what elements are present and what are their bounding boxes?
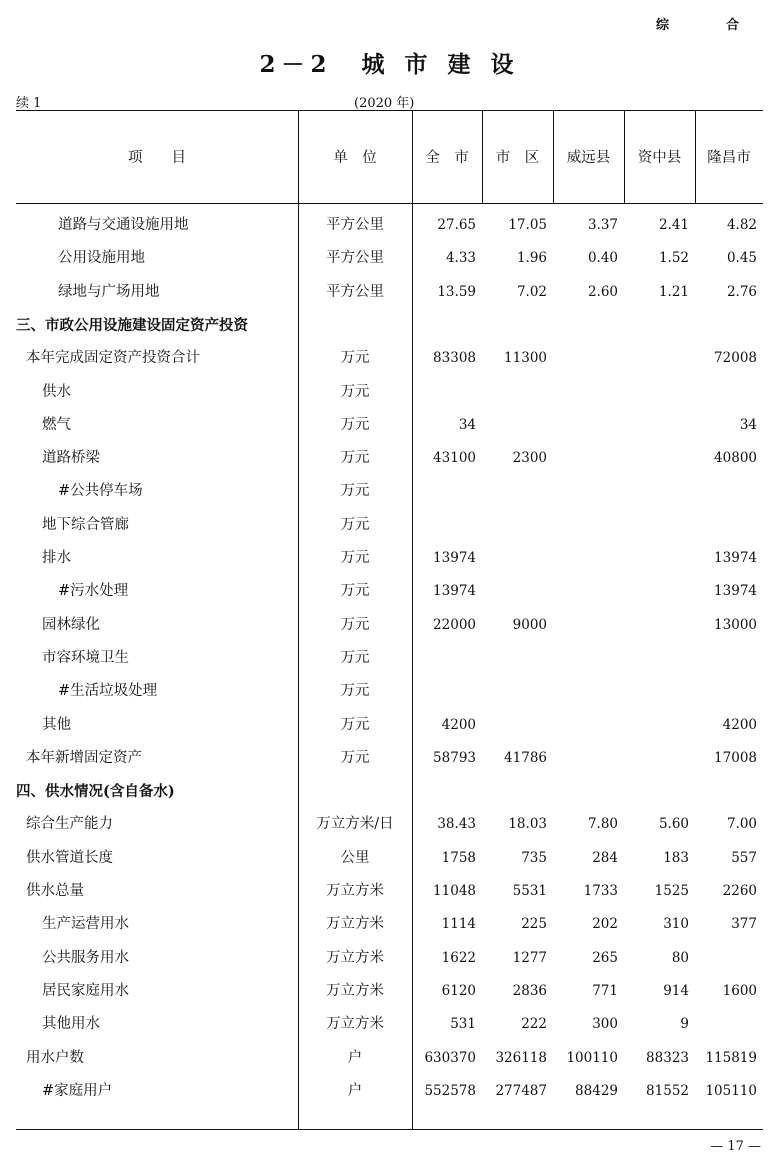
table-row: [16, 609, 763, 642]
value-cell: [483, 642, 547, 675]
value-cell: 58793: [433, 749, 476, 766]
value-cell: 17.05: [508, 217, 547, 233]
row-unit: 万元: [340, 649, 370, 666]
value-cell: [483, 542, 547, 575]
value-cell: 22000: [433, 616, 476, 633]
table-row: [16, 942, 763, 975]
header-col-longchang: 隆昌市: [707, 150, 751, 166]
value-cell: [625, 376, 689, 409]
value-cell: 300: [592, 1016, 618, 1033]
value-cell: 0.45: [726, 250, 757, 267]
value-cell: 18.03: [508, 816, 547, 833]
value-cell: 4.82: [726, 217, 757, 233]
value-cell: [696, 509, 757, 542]
value-cell: 13974: [714, 550, 757, 566]
value-cell: [625, 709, 689, 742]
value-cell: 88429: [575, 1082, 618, 1099]
row-unit: 万元: [340, 716, 370, 733]
row-unit: 万元: [340, 550, 370, 566]
value-cell: 531: [450, 1016, 476, 1033]
row-unit: 万立方米: [326, 916, 384, 933]
value-cell: 34: [739, 416, 757, 433]
value-cell: [483, 376, 547, 409]
value-cell: [696, 642, 757, 675]
value-cell: 222: [521, 1016, 547, 1033]
value-cell: 4200: [441, 716, 476, 733]
table-row: [16, 409, 763, 442]
value-cell: 34: [458, 416, 476, 433]
value-cell: 11300: [504, 350, 547, 367]
value-cell: [554, 442, 618, 475]
table-row: [16, 742, 763, 775]
value-cell: [625, 542, 689, 575]
row-unit: 万立方米/日: [316, 816, 394, 833]
value-cell: [483, 475, 547, 508]
value-cell: 557: [731, 849, 757, 866]
value-cell: [483, 575, 547, 608]
row-label: 道路桥梁: [42, 450, 100, 467]
row-unit: 万元: [340, 416, 370, 433]
value-cell: 72008: [714, 350, 757, 367]
value-cell: 3.37: [587, 217, 618, 233]
header-col-whole-city: 全 市: [425, 150, 469, 166]
table-bottom-rule: [16, 1129, 763, 1130]
row-label: 其他用水: [42, 1016, 100, 1033]
table-row: [16, 875, 763, 908]
value-cell: 13000: [714, 616, 757, 633]
table-row: [16, 442, 763, 475]
row-unit: [298, 309, 412, 342]
value-cell: 13974: [433, 550, 476, 566]
value-cell: 1114: [441, 916, 476, 933]
value-cell: 41786: [504, 749, 547, 766]
value-cell: 5.60: [658, 816, 689, 833]
value-cell: [483, 675, 547, 708]
row-label: 本年新增固定资产: [26, 749, 142, 766]
table-row: [16, 808, 763, 841]
value-cell: 115819: [705, 1049, 757, 1066]
value-cell: [696, 376, 757, 409]
value-cell: 1.96: [516, 250, 547, 267]
value-cell: [554, 509, 618, 542]
value-cell: 5531: [512, 883, 547, 899]
value-cell: 4200: [722, 716, 757, 733]
table-row: [16, 575, 763, 608]
value-cell: [483, 309, 547, 342]
row-unit: 公里: [340, 849, 370, 866]
row-unit: 万立方米: [326, 949, 384, 966]
table-row: [16, 675, 763, 708]
value-cell: [483, 709, 547, 742]
row-unit: 平方公里: [326, 283, 384, 300]
table-row: [16, 376, 763, 409]
row-unit: 万元: [340, 516, 370, 533]
header-col-zizhong: 资中县: [637, 150, 682, 166]
row-unit: 万立方米: [326, 1016, 384, 1033]
value-cell: [625, 409, 689, 442]
row-label: 道路与交通设施用地: [58, 217, 189, 233]
value-cell: 2.76: [726, 283, 757, 300]
value-cell: 105110: [705, 1082, 757, 1099]
row-label: 用水户数: [26, 1049, 84, 1066]
row-label: 本年完成固定资产投资合计: [26, 350, 200, 367]
value-cell: [554, 742, 618, 775]
value-cell: 771: [592, 982, 618, 999]
table-row: [16, 1075, 763, 1108]
row-unit: 万元: [340, 350, 370, 367]
value-cell: [554, 376, 618, 409]
value-cell: [554, 775, 618, 808]
value-cell: 9000: [512, 616, 547, 633]
value-cell: [412, 642, 476, 675]
value-cell: 0.40: [587, 250, 618, 267]
value-cell: 2300: [512, 450, 547, 467]
value-cell: 40800: [714, 450, 757, 467]
value-cell: [554, 709, 618, 742]
row-unit: 万元: [340, 683, 370, 700]
header-col-weiyuan: 威远县: [566, 150, 611, 166]
value-cell: [625, 609, 689, 642]
value-cell: 310: [663, 916, 689, 933]
row-unit: 万立方米: [326, 982, 384, 999]
row-label: 绿地与广场用地: [58, 283, 160, 300]
value-cell: [625, 575, 689, 608]
value-cell: [412, 309, 476, 342]
value-cell: 27.65: [437, 217, 476, 233]
row-unit: 万元: [340, 383, 370, 400]
table-row: [16, 642, 763, 675]
value-cell: [554, 575, 618, 608]
value-cell: [696, 942, 757, 975]
value-cell: 11048: [433, 883, 476, 899]
row-label: 供水管道长度: [26, 849, 113, 866]
value-cell: 2.60: [587, 283, 618, 300]
row-label: 地下综合管廊: [42, 516, 129, 533]
value-cell: 326118: [495, 1049, 547, 1066]
header-unit: 单 位: [333, 150, 377, 166]
row-unit: 平方公里: [326, 217, 384, 233]
value-cell: 7.80: [587, 816, 618, 833]
value-cell: 552578: [424, 1082, 476, 1099]
value-cell: [412, 376, 476, 409]
value-cell: [554, 475, 618, 508]
value-cell: 1.21: [658, 283, 689, 300]
value-cell: [625, 309, 689, 342]
row-label: 公共服务用水: [42, 949, 129, 966]
table-row: [16, 542, 763, 575]
header-col-urban-district: 市 区: [495, 150, 540, 166]
value-cell: 88323: [646, 1049, 689, 1066]
continuation-label: 续 1: [16, 96, 42, 111]
value-cell: 7.02: [516, 283, 547, 300]
row-label: 排水: [42, 550, 71, 566]
row-label: 市容环境卫生: [42, 649, 129, 666]
value-cell: [483, 775, 547, 808]
value-cell: [696, 475, 757, 508]
value-cell: 1277: [512, 949, 547, 966]
row-label: 其他: [42, 716, 71, 733]
value-cell: [554, 342, 618, 375]
table-row: [16, 842, 763, 875]
value-cell: 4.33: [445, 250, 476, 267]
row-label: #公共停车场: [58, 483, 143, 500]
value-cell: 17008: [714, 749, 757, 766]
value-cell: 81552: [646, 1082, 689, 1099]
value-cell: 13974: [714, 583, 757, 600]
value-cell: [412, 509, 476, 542]
row-unit: 万立方米: [326, 883, 384, 899]
value-cell: [625, 342, 689, 375]
value-cell: 1758: [441, 849, 476, 866]
value-cell: [554, 609, 618, 642]
value-cell: 80: [671, 949, 689, 966]
value-cell: 277487: [495, 1082, 547, 1099]
value-cell: 38.43: [437, 816, 476, 833]
value-cell: 2836: [512, 982, 547, 999]
table-row: [16, 975, 763, 1008]
table-row: [16, 209, 763, 242]
row-unit: 万元: [340, 749, 370, 766]
value-cell: [412, 675, 476, 708]
value-cell: 225: [521, 916, 547, 933]
value-cell: 202: [592, 916, 618, 933]
table-row: [16, 1008, 763, 1041]
row-unit: 平方公里: [326, 250, 384, 267]
value-cell: 630370: [424, 1049, 476, 1066]
row-label: 供水: [42, 383, 71, 400]
value-cell: 13974: [433, 583, 476, 600]
value-cell: 1525: [654, 883, 689, 899]
value-cell: 83308: [433, 350, 476, 367]
row-label: 居民家庭用水: [42, 982, 129, 999]
value-cell: 377: [731, 916, 757, 933]
value-cell: [696, 309, 757, 342]
row-unit: 户: [347, 1049, 363, 1066]
page-number: — 17 —: [710, 1139, 761, 1154]
row-unit: 户: [347, 1082, 363, 1099]
row-label: #污水处理: [58, 583, 129, 600]
value-cell: [412, 475, 476, 508]
row-unit: 万元: [340, 583, 370, 600]
row-unit: 万元: [340, 450, 370, 467]
value-cell: 914: [663, 982, 689, 999]
value-cell: 2.41: [658, 217, 689, 233]
table-row: [16, 1042, 763, 1075]
value-cell: 1600: [722, 982, 757, 999]
value-cell: 100110: [566, 1049, 618, 1066]
value-cell: [483, 509, 547, 542]
value-cell: [696, 1008, 757, 1041]
value-cell: [554, 675, 618, 708]
value-cell: 1622: [441, 949, 476, 966]
header-item: 项 目: [128, 150, 186, 166]
value-cell: [554, 409, 618, 442]
value-cell: [625, 742, 689, 775]
section-heading: 三、市政公用设施建设固定资产投资: [16, 316, 248, 334]
table-row: [16, 908, 763, 941]
row-label: 供水总量: [26, 883, 84, 899]
value-cell: [696, 775, 757, 808]
value-cell: 1.52: [658, 250, 689, 267]
row-label: 公用设施用地: [58, 250, 145, 267]
value-cell: 9: [680, 1016, 689, 1033]
value-cell: 1733: [583, 883, 618, 899]
value-cell: [625, 442, 689, 475]
row-label: 综合生产能力: [26, 816, 113, 833]
table-row: [16, 709, 763, 742]
value-cell: 43100: [433, 450, 476, 467]
row-unit: [298, 775, 412, 808]
value-cell: 735: [521, 849, 547, 866]
section-corner-label: 综 合: [655, 18, 761, 33]
table-header-rule: [16, 203, 763, 204]
value-cell: 183: [663, 849, 689, 866]
table-row: [16, 276, 763, 309]
value-cell: 284: [592, 849, 618, 866]
row-label: 园林绿化: [42, 616, 100, 633]
value-cell: [483, 409, 547, 442]
value-cell: 6120: [441, 982, 476, 999]
page-title: 2－2 城 市 建 设: [259, 51, 520, 78]
row-label: #生活垃圾处理: [58, 683, 158, 700]
value-cell: [554, 642, 618, 675]
section-heading-row: [16, 775, 763, 808]
row-unit: 万元: [340, 483, 370, 500]
value-cell: 2260: [722, 883, 757, 899]
value-cell: [625, 509, 689, 542]
value-cell: [696, 675, 757, 708]
value-cell: [554, 309, 618, 342]
row-unit: 万元: [340, 616, 370, 633]
row-label: #家庭用户: [42, 1082, 113, 1099]
value-cell: [625, 642, 689, 675]
section-heading-row: [16, 309, 763, 342]
value-cell: [625, 775, 689, 808]
value-cell: [625, 675, 689, 708]
year-note: (2020 年): [354, 96, 415, 111]
row-label: 燃气: [42, 416, 71, 433]
table-row: [16, 475, 763, 508]
table-row: [16, 509, 763, 542]
value-cell: [625, 475, 689, 508]
row-label: 生产运营用水: [42, 916, 129, 933]
value-cell: [554, 542, 618, 575]
value-cell: [412, 775, 476, 808]
table-row: [16, 342, 763, 375]
section-heading: 四、供水情况(含自备水): [16, 783, 175, 801]
value-cell: 7.00: [726, 816, 757, 833]
table-row: [16, 242, 763, 275]
value-cell: 265: [592, 949, 618, 966]
value-cell: 13.59: [437, 283, 476, 300]
